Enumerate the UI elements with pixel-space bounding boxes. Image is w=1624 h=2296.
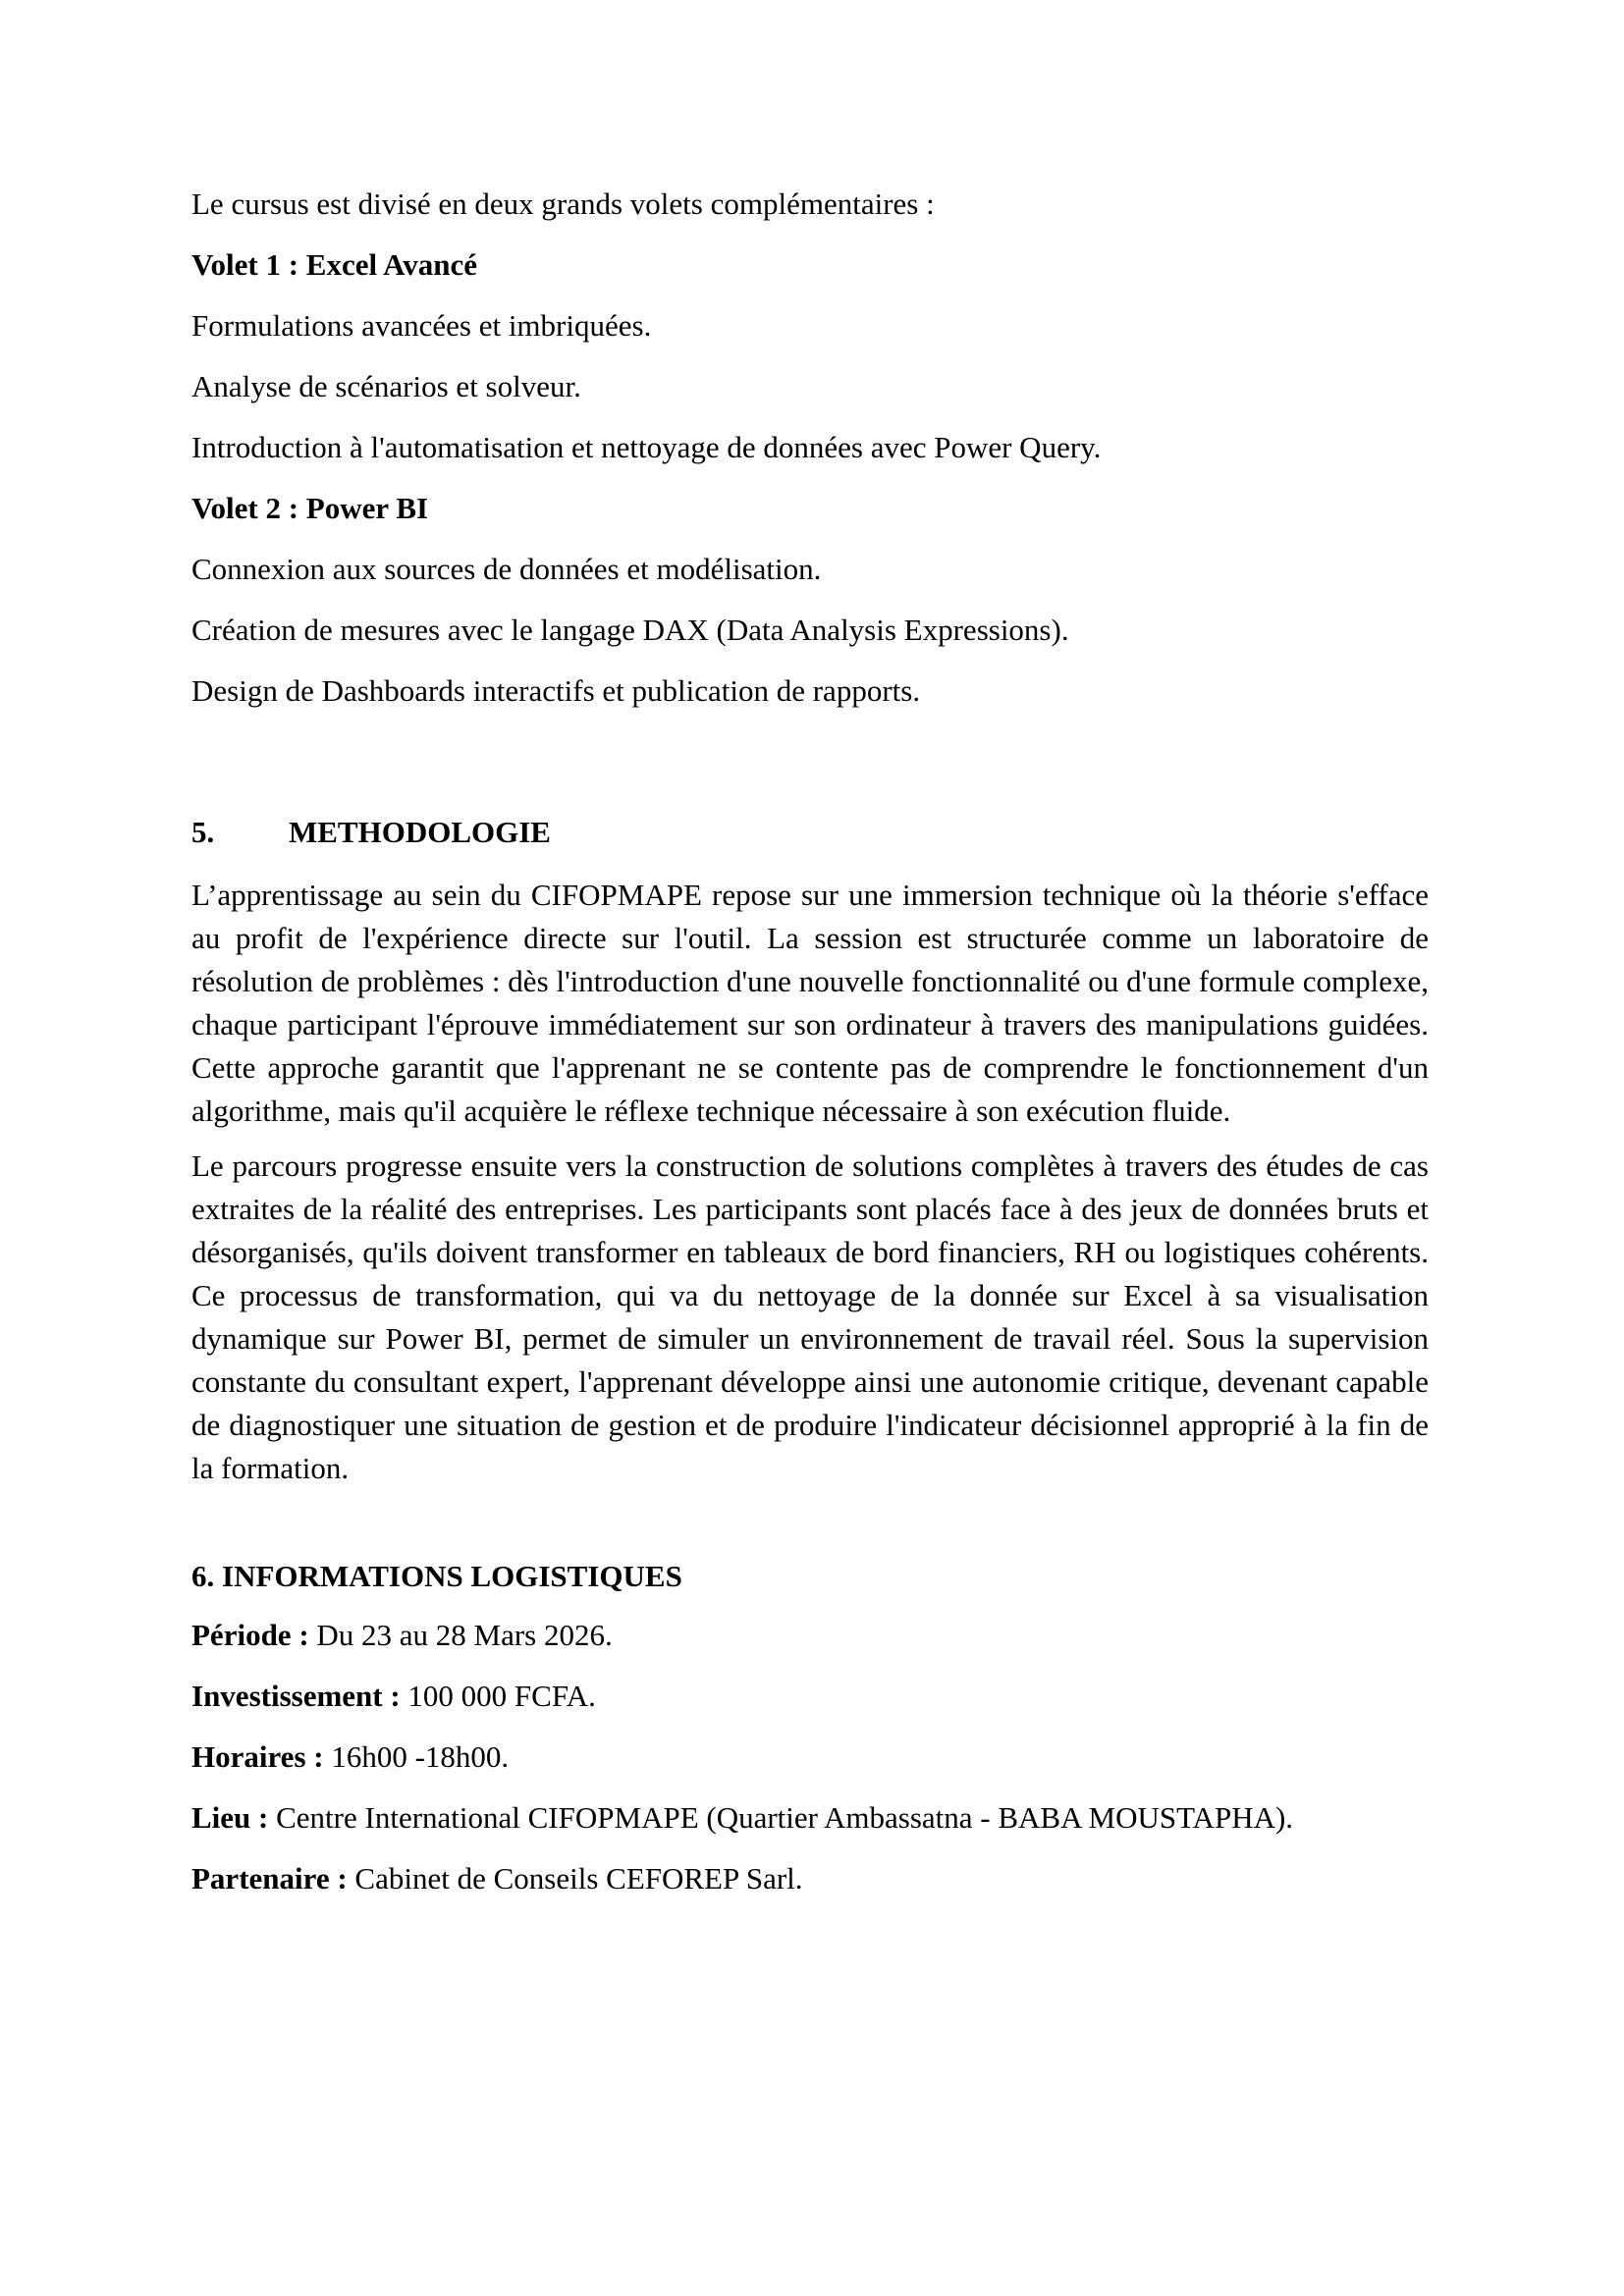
logistics-item-lieu bbox=[191, 1796, 1429, 1840]
volet2-item-creation: Création de mesures avec le langage DAX (Data Analysis Expressions). bbox=[191, 613, 1069, 647]
intro-lead: Le cursus est divisé en deux grands volets complémentaires : bbox=[191, 187, 935, 221]
methodology-paragraph-2: Le parcours progresse ensuite vers la construction de solutions complètes à travers des études de cas extraites de la réalité des entreprises. Les participants sont placés face à des jeux de données bruts et désorganisés, qu'ils doivent transformer en tableaux de bord financiers, RH ou logistiques cohérents. Ce processus de transformation, qui va du nettoyage de la donnée sur Excel à sa visualisation dynamique sur Power BI, permet de simuler un environnement de travail réel. Sous la supervision constante du consultant expert, l'apprenant développe ainsi une autonomie critique, devenant capable de diagnostiquer une situation de gestion et de produire l'indicateur décisionnel approprié à la fin de la formation. bbox=[191, 1148, 1429, 1485]
logistics-value-horaires: 16h00 -18h00. bbox=[323, 1739, 510, 1774]
volet1-item-formulations: Formulations avancées et imbriquées. bbox=[191, 308, 652, 343]
logistics-item-horaires bbox=[191, 1735, 1429, 1779]
logistics-item-periode bbox=[191, 1614, 1429, 1657]
logistics-label-lieu: Lieu : bbox=[191, 1800, 269, 1835]
logistics-value-investissement: 100 000 FCFA. bbox=[400, 1679, 596, 1713]
volet2-title: Volet 2 : Power BI bbox=[191, 491, 429, 525]
volet1-title: Volet 1 : Excel Avancé bbox=[191, 247, 478, 282]
logistics-value-partenaire: Cabinet de Conseils CEFOREP Sarl. bbox=[347, 1861, 803, 1896]
methodology-heading-number: 5. bbox=[191, 815, 215, 849]
logistics-item-investissement bbox=[191, 1675, 1429, 1718]
logistics-label-horaires: Horaires : bbox=[191, 1739, 324, 1774]
volet2-item-design: Design de Dashboards interactifs et publication de rapports. bbox=[191, 673, 921, 708]
logistics-value-lieu: Centre International CIFOPMAPE (Quartier Ambassatna - BABA MOUSTAPHA). bbox=[268, 1800, 1294, 1835]
methodology-heading-title: METHODOLOGIE bbox=[289, 815, 551, 849]
logistics-value-periode: Du 23 au 28 Mars 2026. bbox=[308, 1618, 613, 1652]
logistics-label-periode: Période : bbox=[191, 1618, 309, 1652]
logistics-heading: 6. INFORMATIONS LOGISTIQUES bbox=[191, 1559, 682, 1593]
methodology-paragraph-1: L’apprentissage au sein du CIFOPMAPE repose sur une immersion technique où la théorie s'efface au profit de l'expérience directe sur l'outil. La session est structurée comme un laboratoire de résolution de problèmes : dès l'introduction d'une nouvelle fonctionnalité ou d'une formule complexe, chaque participant l'éprouve immédiatement sur son ordinateur à travers des manipulations guidées. Cette approche garantit que l'apprenant ne se contente pas de comprendre le fonctionnement d'un algorithme, mais qu'il acquière le réflexe technique nécessaire à son exécution fluide. bbox=[191, 878, 1429, 1128]
methodology-heading bbox=[191, 811, 1429, 854]
volet1-item-introduction: Introduction à l'automatisation et nettoyage de données avec Power Query. bbox=[191, 430, 1102, 464]
volet2-item-connexion: Connexion aux sources de données et modélisation. bbox=[191, 552, 822, 586]
logistics-label-investissement: Investissement : bbox=[191, 1679, 401, 1713]
volet1-item-analyse: Analyse de scénarios et solveur. bbox=[191, 369, 581, 403]
logistics-label-partenaire: Partenaire : bbox=[191, 1861, 348, 1896]
logistics-item-partenaire bbox=[191, 1857, 1429, 1900]
